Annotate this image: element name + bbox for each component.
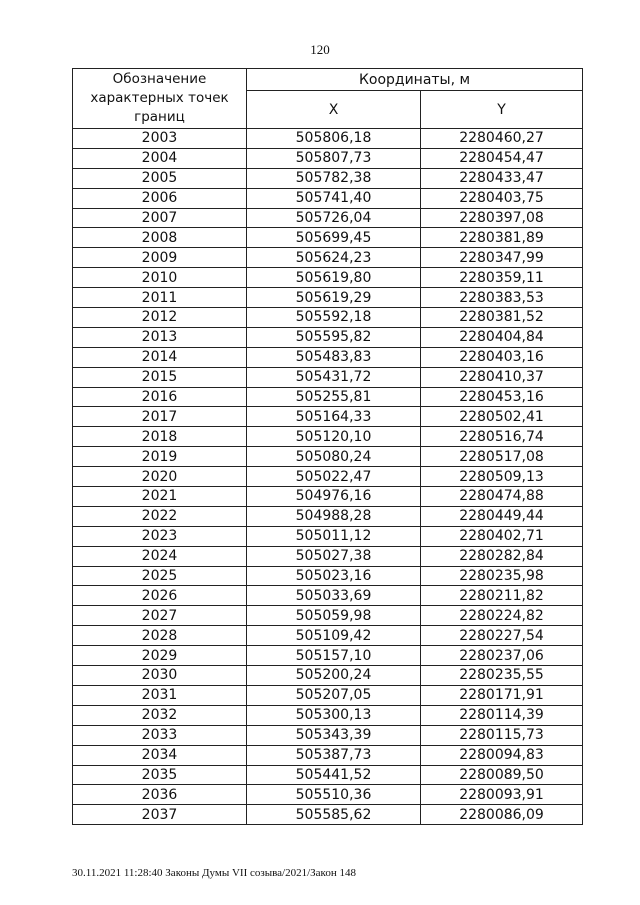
x-coordinate-cell: 505431,72 [247, 367, 421, 387]
y-coordinate-cell: 2280381,52 [421, 308, 583, 328]
y-coordinate-cell: 2280453,16 [421, 387, 583, 407]
point-id-cell: 2004 [73, 148, 247, 168]
x-coordinate-cell: 505120,10 [247, 427, 421, 447]
x-coordinate-cell: 505027,38 [247, 546, 421, 566]
table-row [73, 467, 583, 487]
point-id-cell: 2013 [73, 327, 247, 347]
x-coordinate-cell: 505200,24 [247, 666, 421, 686]
y-coordinate-cell: 2280089,50 [421, 765, 583, 785]
table-row [73, 427, 583, 447]
point-id-cell: 2032 [73, 705, 247, 725]
table-row [73, 268, 583, 288]
x-coordinate-cell: 505782,38 [247, 168, 421, 188]
table-row [73, 188, 583, 208]
table-row [73, 347, 583, 367]
y-coordinate-cell: 2280383,53 [421, 288, 583, 308]
table-row [73, 785, 583, 805]
point-id-cell: 2023 [73, 526, 247, 546]
table-row [73, 526, 583, 546]
point-id-cell: 2011 [73, 288, 247, 308]
x-coordinate-cell: 505619,29 [247, 288, 421, 308]
x-coordinate-cell: 505022,47 [247, 467, 421, 487]
x-coordinate-cell: 505595,82 [247, 327, 421, 347]
x-coordinate-cell: 505510,36 [247, 785, 421, 805]
table-row [73, 387, 583, 407]
x-coordinate-cell: 505387,73 [247, 745, 421, 765]
table-row [73, 805, 583, 825]
y-coordinate-cell: 2280227,54 [421, 626, 583, 646]
table-row [73, 327, 583, 347]
x-coordinate-cell: 505157,10 [247, 646, 421, 666]
y-coordinate-cell: 2280517,08 [421, 447, 583, 467]
y-coordinate-cell: 2280516,74 [421, 427, 583, 447]
y-coordinate-cell: 2280404,84 [421, 327, 583, 347]
footer-stamp: 30.11.2021 11:28:40 Законы Думы VII созыва/2021/Закон 148 [72, 867, 356, 879]
table-row [73, 148, 583, 168]
y-coordinate-cell: 2280235,98 [421, 566, 583, 586]
point-id-cell: 2006 [73, 188, 247, 208]
header-y: Y [421, 91, 583, 129]
header-point-designation: Обозначение характерных точек границ [73, 69, 247, 129]
table-row [73, 447, 583, 467]
point-id-cell: 2005 [73, 168, 247, 188]
x-coordinate-cell: 505343,39 [247, 725, 421, 745]
table-header [73, 69, 583, 129]
point-id-cell: 2027 [73, 606, 247, 626]
y-coordinate-cell: 2280381,89 [421, 228, 583, 248]
x-coordinate-cell: 505741,40 [247, 188, 421, 208]
table-row [73, 407, 583, 427]
y-coordinate-cell: 2280502,41 [421, 407, 583, 427]
y-coordinate-cell: 2280093,91 [421, 785, 583, 805]
y-coordinate-cell: 2280347,99 [421, 248, 583, 268]
x-coordinate-cell: 505806,18 [247, 129, 421, 149]
table-row [73, 765, 583, 785]
y-coordinate-cell: 2280474,88 [421, 487, 583, 507]
table-row [73, 685, 583, 705]
x-coordinate-cell: 505109,42 [247, 626, 421, 646]
table-row [73, 566, 583, 586]
y-coordinate-cell: 2280509,13 [421, 467, 583, 487]
point-id-cell: 2036 [73, 785, 247, 805]
y-coordinate-cell: 2280410,37 [421, 367, 583, 387]
table-body [73, 129, 583, 825]
x-coordinate-cell: 505164,33 [247, 407, 421, 427]
x-coordinate-cell: 505699,45 [247, 228, 421, 248]
point-id-cell: 2031 [73, 685, 247, 705]
point-id-cell: 2003 [73, 129, 247, 149]
x-coordinate-cell: 505726,04 [247, 208, 421, 228]
point-id-cell: 2019 [73, 447, 247, 467]
table-row [73, 586, 583, 606]
y-coordinate-cell: 2280449,44 [421, 506, 583, 526]
table-row [73, 248, 583, 268]
table-row [73, 666, 583, 686]
y-coordinate-cell: 2280460,27 [421, 129, 583, 149]
y-coordinate-cell: 2280094,83 [421, 745, 583, 765]
table-row [73, 308, 583, 328]
x-coordinate-cell: 505592,18 [247, 308, 421, 328]
table-row [73, 646, 583, 666]
x-coordinate-cell: 504976,16 [247, 487, 421, 507]
x-coordinate-cell: 505059,98 [247, 606, 421, 626]
page-number: 120 [310, 42, 330, 57]
x-coordinate-cell: 505585,62 [247, 805, 421, 825]
point-id-cell: 2020 [73, 467, 247, 487]
point-id-cell: 2030 [73, 666, 247, 686]
point-id-cell: 2037 [73, 805, 247, 825]
x-coordinate-cell: 505483,83 [247, 347, 421, 367]
y-coordinate-cell: 2280086,09 [421, 805, 583, 825]
y-coordinate-cell: 2280403,16 [421, 347, 583, 367]
y-coordinate-cell: 2280114,39 [421, 705, 583, 725]
y-coordinate-cell: 2280282,84 [421, 546, 583, 566]
table-row [73, 745, 583, 765]
table-row [73, 228, 583, 248]
point-id-cell: 2021 [73, 487, 247, 507]
point-id-cell: 2017 [73, 407, 247, 427]
table-row [73, 725, 583, 745]
point-id-cell: 2012 [73, 308, 247, 328]
y-coordinate-cell: 2280171,91 [421, 685, 583, 705]
x-coordinate-cell: 505624,23 [247, 248, 421, 268]
table-row [73, 626, 583, 646]
y-coordinate-cell: 2280115,73 [421, 725, 583, 745]
x-coordinate-cell: 505207,05 [247, 685, 421, 705]
point-id-cell: 2007 [73, 208, 247, 228]
table-row [73, 606, 583, 626]
table-row [73, 546, 583, 566]
point-id-cell: 2034 [73, 745, 247, 765]
y-coordinate-cell: 2280433,47 [421, 168, 583, 188]
y-coordinate-cell: 2280403,75 [421, 188, 583, 208]
point-id-cell: 2024 [73, 546, 247, 566]
y-coordinate-cell: 2280402,71 [421, 526, 583, 546]
x-coordinate-cell: 505807,73 [247, 148, 421, 168]
table-row [73, 705, 583, 725]
coordinates-table [72, 68, 583, 825]
point-id-cell: 2008 [73, 228, 247, 248]
point-id-cell: 2033 [73, 725, 247, 745]
y-coordinate-cell: 2280397,08 [421, 208, 583, 228]
x-coordinate-cell: 505011,12 [247, 526, 421, 546]
table-row [73, 288, 583, 308]
point-id-cell: 2015 [73, 367, 247, 387]
point-id-cell: 2025 [73, 566, 247, 586]
point-id-cell: 2016 [73, 387, 247, 407]
table-row [73, 487, 583, 507]
y-coordinate-cell: 2280224,82 [421, 606, 583, 626]
x-coordinate-cell: 505080,24 [247, 447, 421, 467]
x-coordinate-cell: 505619,80 [247, 268, 421, 288]
table-row [73, 506, 583, 526]
x-coordinate-cell: 504988,28 [247, 506, 421, 526]
y-coordinate-cell: 2280454,47 [421, 148, 583, 168]
header-x: X [247, 91, 421, 129]
y-coordinate-cell: 2280235,55 [421, 666, 583, 686]
table-row [73, 168, 583, 188]
header-coordinates: Координаты, м [247, 69, 583, 91]
x-coordinate-cell: 505441,52 [247, 765, 421, 785]
y-coordinate-cell: 2280211,82 [421, 586, 583, 606]
table-row [73, 129, 583, 149]
point-id-cell: 2018 [73, 427, 247, 447]
table-row [73, 208, 583, 228]
y-coordinate-cell: 2280359,11 [421, 268, 583, 288]
y-coordinate-cell: 2280237,06 [421, 646, 583, 666]
point-id-cell: 2010 [73, 268, 247, 288]
point-id-cell: 2028 [73, 626, 247, 646]
x-coordinate-cell: 505023,16 [247, 566, 421, 586]
table-row [73, 367, 583, 387]
point-id-cell: 2026 [73, 586, 247, 606]
x-coordinate-cell: 505300,13 [247, 705, 421, 725]
x-coordinate-cell: 505033,69 [247, 586, 421, 606]
point-id-cell: 2029 [73, 646, 247, 666]
x-coordinate-cell: 505255,81 [247, 387, 421, 407]
point-id-cell: 2035 [73, 765, 247, 785]
point-id-cell: 2022 [73, 506, 247, 526]
point-id-cell: 2009 [73, 248, 247, 268]
point-id-cell: 2014 [73, 347, 247, 367]
